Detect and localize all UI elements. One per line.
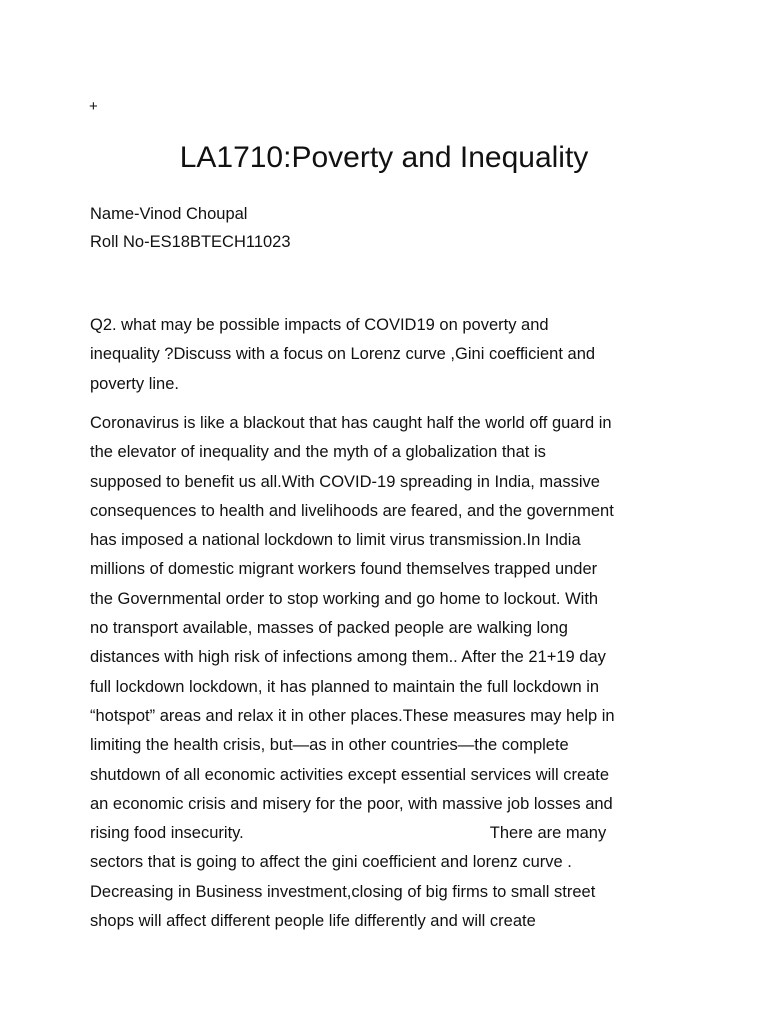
- answer-line: has imposed a national lockdown to limit virus transmission.In India: [90, 531, 581, 550]
- answer-line: shops will affect different people life differently and will create: [90, 912, 536, 931]
- answer-line: millions of domestic migrant workers found themselves trapped under: [90, 560, 598, 579]
- answer-line-split: [90, 819, 615, 848]
- answer-line: the elevator of inequality and the myth of a globalization that is: [90, 443, 546, 462]
- answer-line: an economic crisis and misery for the poor, with massive job losses and: [90, 794, 613, 813]
- student-name: Name-Vinod Choupal: [90, 205, 248, 223]
- answer-line: sectors that is going to affect the gini coefficient and lorenz curve .: [90, 853, 572, 872]
- plus-marker: +: [89, 98, 98, 115]
- student-info: [90, 200, 291, 256]
- answer-line: distances with high risk of infections among them.. After the 21+19 day: [90, 648, 606, 667]
- question-line: poverty line.: [90, 374, 179, 393]
- page-title: LA1710:Poverty and Inequality: [179, 141, 589, 174]
- answer-line: consequences to health and livelihoods are feared, and the government: [90, 501, 614, 520]
- answer-line-left-fragment: rising food insecurity.: [90, 824, 244, 843]
- answer-line: supposed to benefit us all.With COVID-19 spreading in India, massive: [90, 472, 600, 491]
- student-roll-number: Roll No-ES18BTECH11023: [90, 233, 291, 251]
- answer-paragraph: [90, 409, 615, 936]
- answer-line-right-fragment: There are many: [489, 824, 607, 843]
- question-line: inequality ?Discuss with a focus on Lorenz curve ,Gini coefficient and: [90, 345, 596, 364]
- answer-line: limiting the health crisis, but—as in other countries—the complete: [90, 736, 569, 755]
- answer-line: shutdown of all economic activities except essential services will create: [90, 765, 610, 784]
- answer-line: no transport available, masses of packed people are walking long: [90, 619, 568, 638]
- answer-line: full lockdown lockdown, it has planned to maintain the full lockdown in: [90, 677, 600, 696]
- question-paragraph: [90, 311, 595, 399]
- answer-line: Coronavirus is like a blackout that has caught half the world off guard in: [90, 414, 612, 432]
- answer-line: Decreasing in Business investment,closing of big firms to small street: [90, 882, 596, 901]
- question-line: Q2. what may be possible impacts of COVID19 on poverty and: [90, 316, 549, 334]
- answer-line: the Governmental order to stop working and go home to lockout. With: [90, 589, 599, 608]
- answer-line: “hotspot” areas and relax it in other places.These measures may help in: [90, 706, 615, 725]
